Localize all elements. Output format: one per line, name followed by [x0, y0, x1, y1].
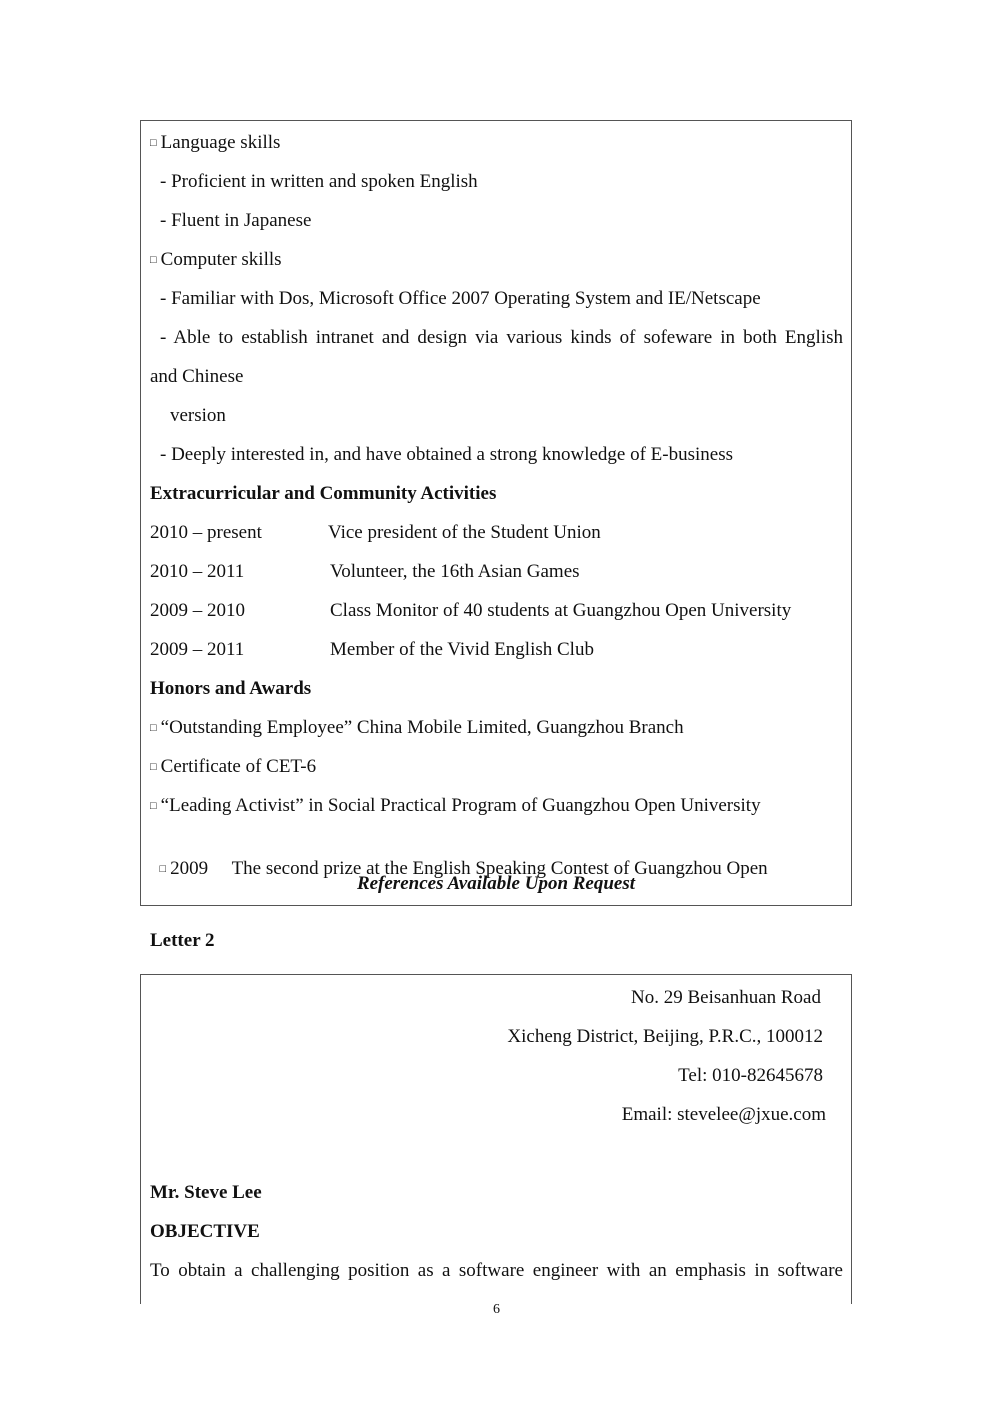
computer-item: version [170, 405, 226, 426]
activity-desc: Vice president of the Student Union [328, 522, 601, 543]
honor-item: □ Certificate of CET-6 [150, 756, 317, 777]
bullet-icon: □ [150, 800, 157, 812]
letter-label: Letter 2 [150, 930, 215, 951]
bullet-icon: □ [150, 137, 157, 149]
activity-date: 2009 – 2011 [150, 639, 245, 660]
objective-text: To obtain a challenging position as a software engineer with an emphasis in software [150, 1260, 843, 1281]
computer-skills-title: □ Computer skills [150, 249, 282, 270]
letter-box [140, 974, 852, 1304]
bullet-icon: □ [159, 863, 167, 875]
phone-line: Tel: 010-82645678 [678, 1065, 823, 1086]
bullet-icon: □ [150, 761, 157, 773]
bullet-icon: □ [150, 722, 157, 734]
activity-date: 2010 – 2011 [150, 561, 245, 582]
activity-date: 2010 – present [150, 522, 262, 543]
language-skills-title: □ Language skills [150, 132, 281, 153]
honors-heading: Honors and Awards [150, 678, 312, 699]
references-note: References Available Upon Request [356, 873, 636, 894]
activity-desc: Member of the Vivid English Club [330, 639, 594, 660]
computer-item: - Able to establish intranet and design via various kinds of sofeware in both English [160, 327, 843, 348]
activities-heading: Extracurricular and Community Activities [150, 483, 497, 504]
computer-item: - Familiar with Dos, Microsoft Office 2007 Operating System and IE/Netscape [160, 288, 761, 309]
activity-date: 2009 – 2010 [150, 600, 245, 621]
honor-item: □ “Outstanding Employee” China Mobile Limited, Guangzhou Branch [150, 717, 684, 738]
resume-section-box [140, 120, 852, 906]
page-number: 6 [493, 1302, 500, 1317]
address-line: No. 29 Beisanhuan Road [631, 987, 821, 1008]
language-item: - Proficient in written and spoken English [160, 171, 478, 192]
language-item: - Fluent in Japanese [160, 210, 312, 231]
activity-desc: Volunteer, the 16th Asian Games [330, 561, 580, 582]
recipient-name: Mr. Steve Lee [150, 1182, 262, 1203]
address-line: Xicheng District, Beijing, P.R.C., 100012 [507, 1026, 823, 1047]
computer-item: - Deeply interested in, and have obtained a strong knowledge of E-business [160, 444, 734, 465]
honor-item: □ “Leading Activist” in Social Practical Program of Guangzhou Open University [150, 795, 761, 816]
honor-item: □ 2009 The second prize at the English Speaking Contest of Guangzhou Open [159, 858, 768, 879]
email-line: Email: stevelee@jxue.com [621, 1104, 826, 1125]
bullet-icon: □ [150, 254, 157, 266]
computer-item: and Chinese [150, 366, 244, 387]
objective-heading: OBJECTIVE [150, 1221, 260, 1242]
activity-desc: Class Monitor of 40 students at Guangzhou Open University [330, 600, 792, 621]
